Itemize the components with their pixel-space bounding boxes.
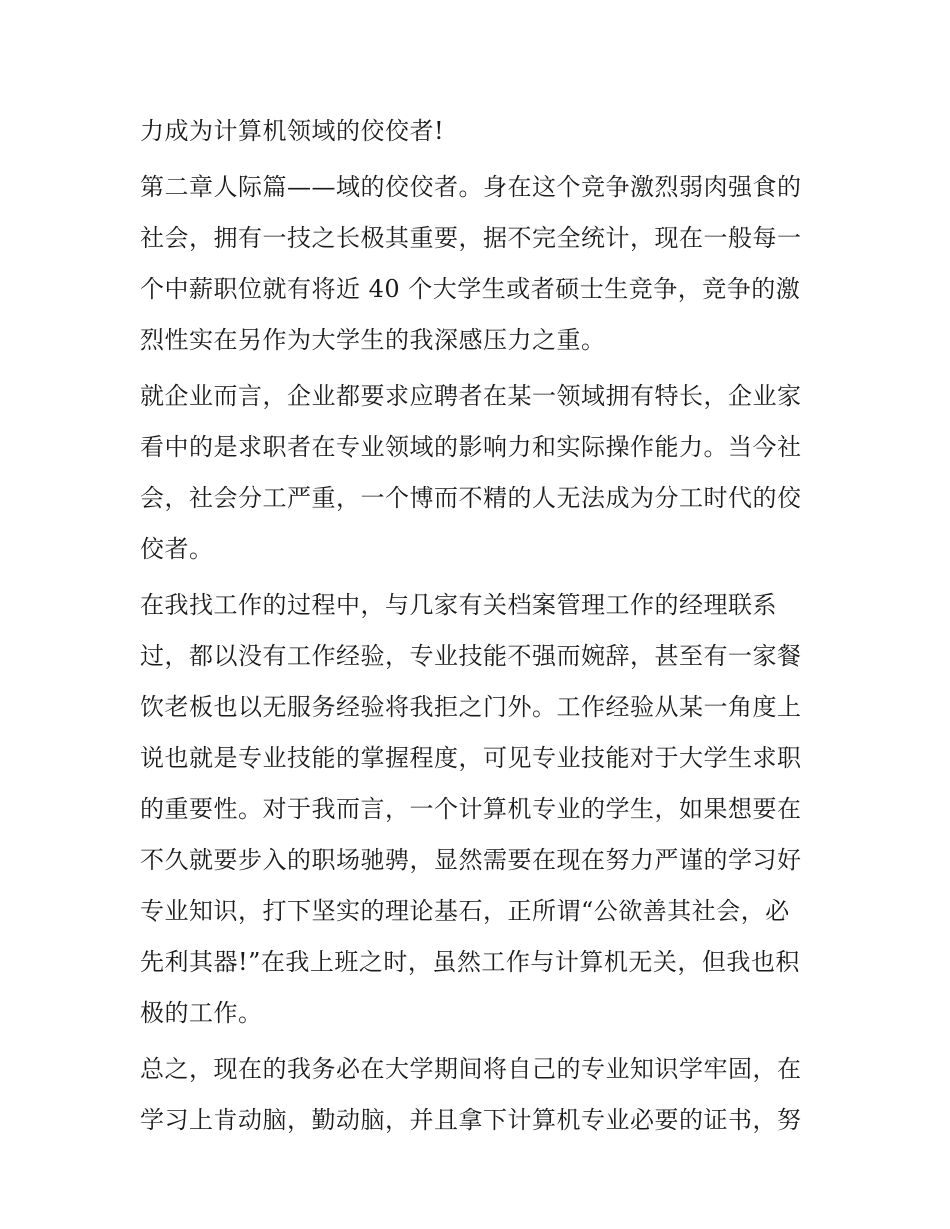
text-line: 极的工作。 xyxy=(140,999,263,1027)
text-line: 的重要性。对于我而言，一个计算机专业的学生，如果想要在 xyxy=(140,795,802,823)
paragraph-5 xyxy=(140,1044,812,1146)
paragraph-1 xyxy=(140,106,812,157)
paragraph-3 xyxy=(140,371,812,575)
text-line: 个中薪职位就有将近 40 个大学生或者硕士生竞争，竞争的激 xyxy=(140,275,801,303)
text-line: 佼者。 xyxy=(140,535,214,563)
text-line: 就企业而言，企业都要求应聘者在某一领域拥有特长，企业家 xyxy=(140,382,802,410)
text-line: 过，都以没有工作经验，专业技能不强而婉辞，甚至有一家餐 xyxy=(140,642,802,670)
text-line: 饮老板也以无服务经验将我拒之门外。工作经验从某一角度上 xyxy=(140,693,802,721)
paragraph-2 xyxy=(140,162,812,366)
text-line: 社会，拥有一技之长极其重要，据不完全统计，现在一般每一 xyxy=(140,224,802,252)
text-line: 在我找工作的过程中，与几家有关档案管理工作的经理联系 xyxy=(140,591,777,619)
paragraph-4 xyxy=(140,580,812,1039)
text-line: 说也就是专业技能的掌握程度，可见专业技能对于大学生求职 xyxy=(140,744,802,772)
text-line: 学习上肯动脑，勤动脑，并且拿下计算机专业必要的证书，努 xyxy=(140,1106,802,1134)
text-line: 总之，现在的我务必在大学期间将自己的专业知识学牢固，在 xyxy=(140,1055,802,1083)
text-line: 看中的是求职者在专业领域的影响力和实际操作能力。当今社 xyxy=(140,433,802,461)
text-line: 专业知识，打下坚实的理论基石，正所谓“公欲善其社会，必 xyxy=(140,897,790,925)
text-line: 不久就要步入的职场驰骋，显然需要在现在努力严谨的学习好 xyxy=(140,846,802,874)
text-line: 第二章人际篇——域的佼佼者。身在这个竞争激烈弱肉强食的 xyxy=(140,173,802,201)
text-line: 力成为计算机领域的佼佼者! xyxy=(140,117,445,145)
text-line: 会，社会分工严重，一个博而不精的人无法成为分工时代的佼 xyxy=(140,484,802,512)
text-line: 烈性实在另作为大学生的我深感压力之重。 xyxy=(140,326,606,354)
text-line: 先利其器!”在我上班之时，虽然工作与计算机无关，但我也积 xyxy=(140,948,800,976)
document-body xyxy=(140,106,812,1151)
